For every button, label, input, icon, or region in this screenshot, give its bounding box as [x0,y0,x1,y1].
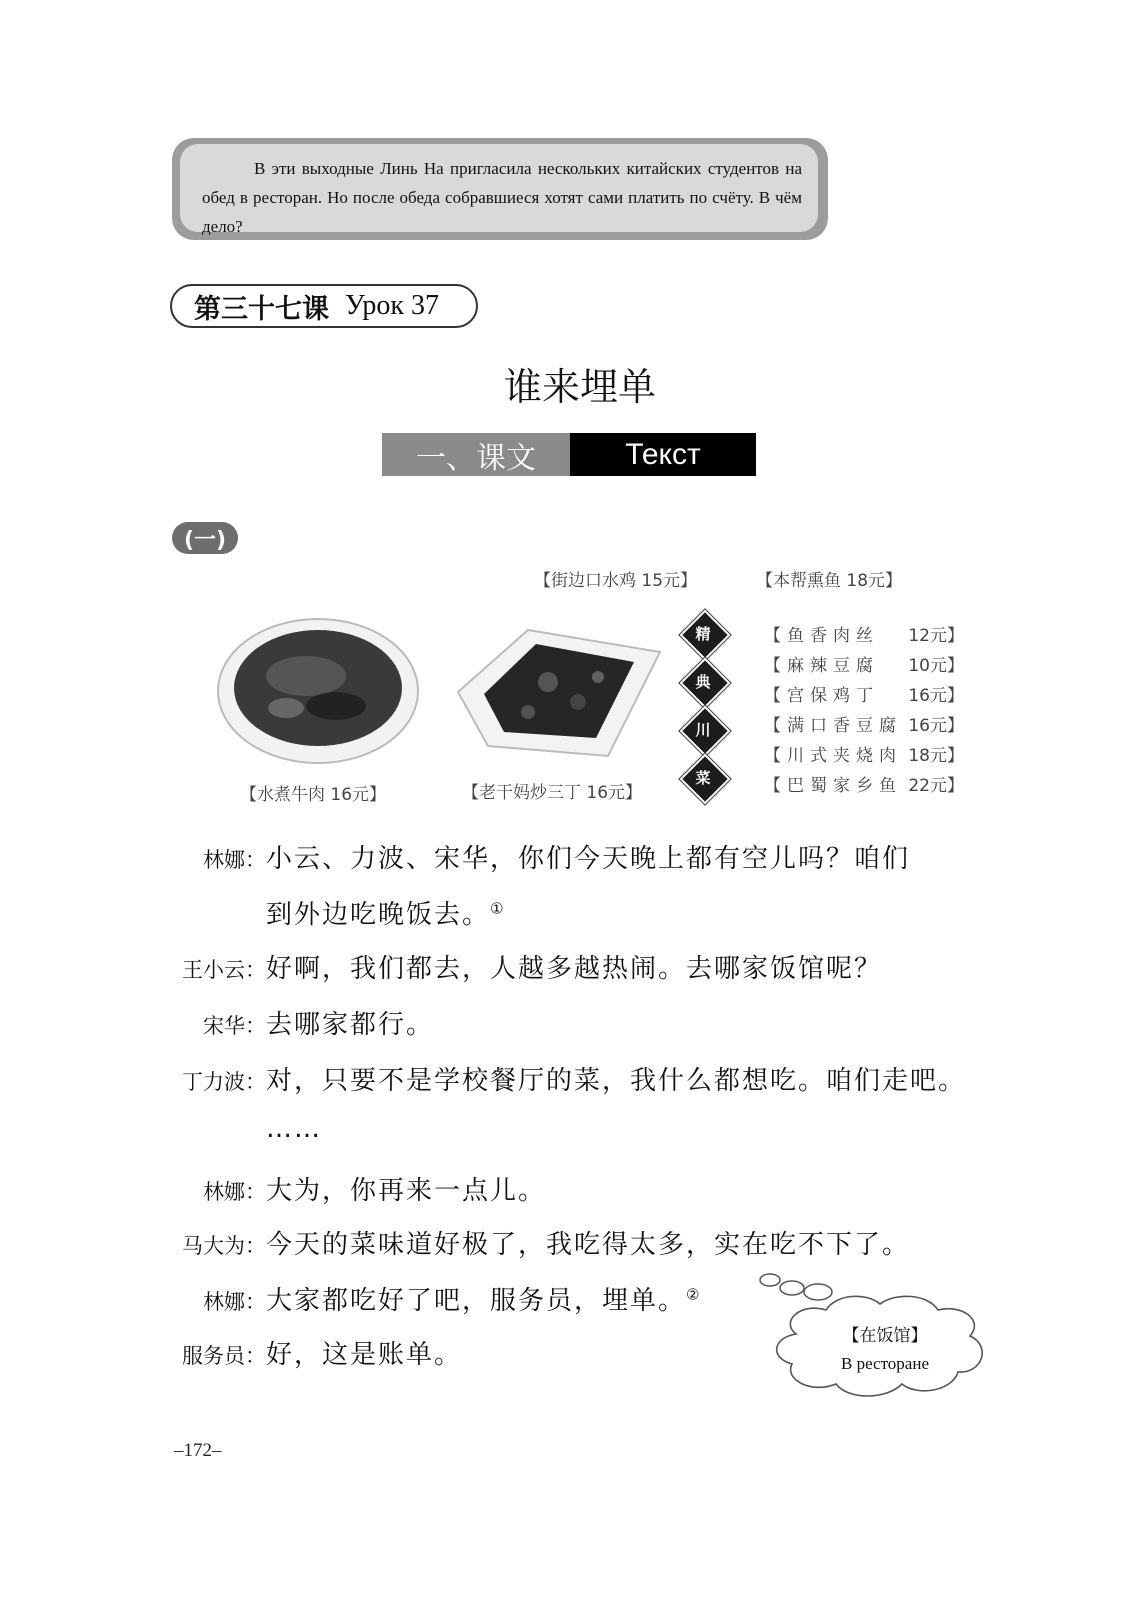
menu-item: 【川式夹烧肉 18元】 [764,745,964,766]
dialogue-line [170,1170,546,1207]
section-banner [382,433,756,476]
speaker: 服务员： [182,1344,266,1368]
footnote-mark: ① [490,899,506,918]
page-title: 谁来埋单 [503,365,656,409]
lesson-number-cn: 第三十七课 [194,293,329,325]
speaker: 林娜： [203,1180,266,1204]
line-text: 到外边吃晚饭去。① [266,899,506,930]
intro-text: В эти выходные Линь На пригласила нескольких китайских студентов на обед в ресторан. Но после обеда собравшиеся хотят сами платить по счёту. В чём дело? [180,144,818,232]
speaker: 马大为： [182,1234,266,1258]
dish-caption-2: 【老干妈炒三丁 16元】 [462,783,643,803]
speaker: 丁力波： [182,1070,266,1094]
dish-caption-1: 【水煮牛肉 16元】 [240,785,387,805]
speaker: 王小云： [182,958,266,982]
dialogue-line [170,1060,966,1097]
scene-label-ru: В ресторане [841,1354,929,1373]
scene-label [792,1322,978,1378]
menu-item: 【麻辣豆腐 10元】 [764,655,964,676]
dialogue-line [170,1334,462,1371]
part-label: (一) [172,522,238,554]
menu-item: 【宫保鸡丁 16元】 [764,685,964,706]
line-text: 好，这是账单。 [266,1340,463,1370]
line-text: 好啊，我们都去，人越多越热闹。去哪家饭馆呢？ [266,954,883,984]
speaker: 林娜： [203,848,266,872]
speaker [170,894,266,931]
line-text: 小云、力波、宋华，你们今天晚上都有空儿吗？咱们 [266,844,911,874]
lesson-heading [170,284,478,328]
scene-label-cn: 【在饭馆】 [842,1326,928,1345]
speaker: 宋华： [203,1014,266,1038]
line-text: 对，只要不是学校餐厅的菜，我什么都想吃。咱们走吧。 [266,1066,967,1096]
line-text: 大为，你再来一点儿。 [266,1176,547,1206]
dialogue-line [170,1114,322,1144]
intro-box [172,138,828,240]
speaker: 林娜： [203,1290,266,1314]
line-text: 大家都吃好了吧，服务员，埋单。② [266,1285,702,1316]
lesson-number-ru: Урок 37 [345,290,439,321]
page-number: –172– [174,1440,222,1461]
line-text: …… [266,1114,322,1144]
dialogue-line [170,894,505,931]
dialogue-line [170,948,882,985]
line-text: 今天的菜味道好极了，我吃得太多，实在吃不下了。 [266,1230,911,1260]
dialogue-line [170,1004,434,1041]
speaker [170,1114,266,1144]
dish-image-fried-diced [448,622,668,762]
menu-item: 【巴蜀家乡鱼 22元】 [764,775,964,796]
menu-top-item-2: 【本帮熏鱼 18元】 [756,571,903,591]
dish-image-boiled-beef [216,616,420,766]
section-label-cn: 一、课文 [382,433,570,476]
menu-top-item-1: 【街边口水鸡 15元】 [534,571,698,591]
dialogue-line [170,838,910,875]
menu-list [764,618,964,798]
dialogue-line [170,1280,701,1317]
menu-item: 【鱼香肉丝 12元】 [764,625,964,646]
dialogue-line [170,1224,910,1261]
footnote-mark: ② [686,1285,702,1304]
menu-item: 【满口香豆腐 16元】 [764,715,964,736]
line-text: 去哪家都行。 [266,1010,435,1040]
section-label-ru: Текст [570,433,756,476]
